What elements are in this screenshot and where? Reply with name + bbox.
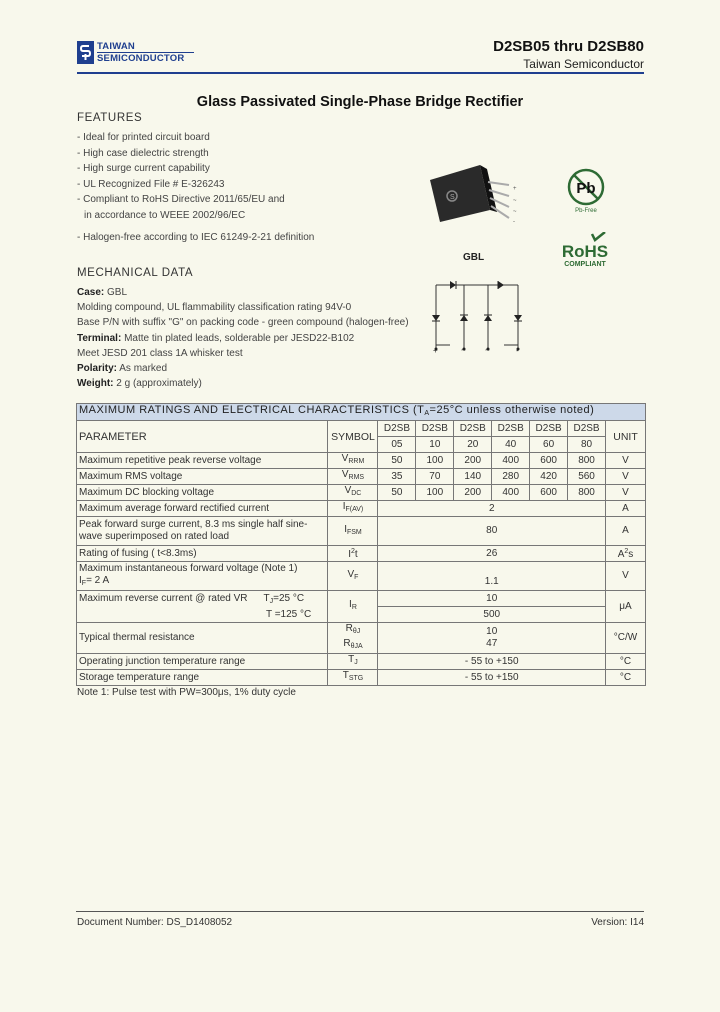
svg-text:-: - bbox=[513, 219, 515, 225]
col-header-parameter: PARAMETER bbox=[77, 421, 328, 453]
value-cell: 100 bbox=[416, 453, 454, 469]
col-header-part: D2SB bbox=[568, 421, 606, 437]
terminal-label: Terminal: bbox=[77, 332, 122, 344]
value-cell: 800 bbox=[568, 485, 606, 501]
table-row bbox=[77, 469, 646, 485]
symbol-cell: $V_{RRM}$ bbox=[328, 453, 378, 469]
param-cell: Maximum DC blocking voltage bbox=[77, 485, 328, 501]
col-header-part: D2SB bbox=[416, 421, 454, 437]
value-cell: 560 bbox=[568, 469, 606, 485]
unit-cell: °C/W bbox=[606, 623, 646, 654]
footer-rule bbox=[76, 911, 644, 912]
feature-item: - Ideal for printed circuit board bbox=[77, 132, 210, 143]
value-cell: 2 bbox=[378, 501, 606, 517]
unit-cell: °C bbox=[606, 670, 646, 686]
value-cell: 35 bbox=[378, 469, 416, 485]
logo-text-line2: SEMICONDUCTOR bbox=[97, 53, 185, 64]
rohs-text: RoHS bbox=[561, 242, 609, 261]
svg-text:~: ~ bbox=[513, 198, 517, 204]
table-title-row bbox=[77, 404, 646, 421]
symbol-cell: $I^2t$ bbox=[328, 546, 378, 562]
table-row bbox=[77, 485, 646, 501]
table-row bbox=[77, 501, 646, 517]
param-cell: Maximum RMS voltage bbox=[77, 469, 328, 485]
value-cell: 50 bbox=[378, 485, 416, 501]
feature-item: in accordance to WEEE 2002/96/EC bbox=[84, 209, 246, 221]
part-number-title: D2SB05 thru D2SB80 bbox=[493, 38, 644, 55]
weight-value: 2 g (approximately) bbox=[116, 378, 202, 390]
mech-line: Base P/N with suffix "G" on packing code - green compound (halogen-free) bbox=[77, 317, 409, 329]
features-heading: FEATURES bbox=[77, 112, 143, 124]
part-code: 10 bbox=[416, 437, 454, 453]
unit-cell: V bbox=[606, 469, 646, 485]
value-cell: 140 bbox=[454, 469, 492, 485]
part-code: 80 bbox=[568, 437, 606, 453]
unit-cell: V bbox=[606, 453, 646, 469]
value-cell: 10 47 bbox=[378, 623, 606, 654]
table-header-row bbox=[77, 421, 646, 437]
value-cell: 500 bbox=[378, 607, 606, 623]
logo-mark-icon bbox=[77, 41, 94, 64]
bridge-circuit-diagram bbox=[430, 275, 525, 357]
unit-cell: $A^2s$ bbox=[606, 546, 646, 562]
version: Version: I14 bbox=[591, 917, 644, 928]
value-cell: 200 bbox=[454, 453, 492, 469]
col-header-symbol: SYMBOL bbox=[328, 421, 378, 453]
feature-item: - Compliant to RoHS Directive 2011/65/EU and bbox=[77, 194, 285, 206]
ratings-table bbox=[76, 403, 646, 686]
value-cell: 1.1 bbox=[378, 562, 606, 591]
mechanical-data bbox=[77, 285, 409, 391]
param-cell: Maximum reverse current @ rated VR $T_J=25$ °C T =125 °C bbox=[77, 591, 328, 623]
value-cell: 100 bbox=[416, 485, 454, 501]
symbol-cell: $I_{FSM}$ bbox=[328, 517, 378, 546]
value-cell: 26 bbox=[378, 546, 606, 562]
col-header-part: D2SB bbox=[530, 421, 568, 437]
circuit-pin-label: ~ bbox=[485, 346, 490, 355]
unit-cell: °C bbox=[606, 654, 646, 670]
rohs-sub-text: COMPLIANT bbox=[564, 261, 606, 268]
table-row bbox=[77, 517, 646, 546]
logo-text-line1: TAIWAN bbox=[97, 41, 135, 52]
param-cell: Operating junction temperature range bbox=[77, 654, 328, 670]
company-logo bbox=[77, 41, 194, 64]
part-code: 20 bbox=[454, 437, 492, 453]
value-cell: 70 bbox=[416, 469, 454, 485]
table-row bbox=[77, 670, 646, 686]
document-number: Document Number: DS_D1408052 bbox=[77, 917, 233, 928]
part-code: 05 bbox=[378, 437, 416, 453]
table-row bbox=[77, 623, 646, 654]
value-cell: 10 bbox=[378, 591, 606, 607]
table-row bbox=[77, 562, 646, 591]
svg-text:S: S bbox=[450, 194, 455, 201]
manufacturer-name: Taiwan Semiconductor bbox=[523, 57, 644, 71]
table-row bbox=[77, 654, 646, 670]
value-cell: 400 bbox=[492, 453, 530, 469]
param-cell: Storage temperature range bbox=[77, 670, 328, 686]
part-code: 60 bbox=[530, 437, 568, 453]
symbol-cell: $T_{STG}$ bbox=[328, 670, 378, 686]
col-header-part: D2SB bbox=[492, 421, 530, 437]
circuit-pin-label: + bbox=[433, 346, 438, 355]
weight-label: Weight: bbox=[77, 378, 114, 390]
pb-text: Pb bbox=[576, 180, 596, 197]
case-label: Case: bbox=[77, 287, 105, 298]
mech-line: Meet JESD 201 class 1A whisker test bbox=[77, 347, 243, 359]
rohs-badge bbox=[559, 232, 615, 270]
package-image bbox=[425, 160, 525, 235]
col-header-unit: UNIT bbox=[606, 421, 646, 453]
package-label: GBL bbox=[463, 252, 485, 263]
param-cell: Typical thermal resistance bbox=[77, 623, 328, 654]
table-row bbox=[77, 453, 646, 469]
unit-cell: A bbox=[606, 517, 646, 546]
pb-sub-text: Pb-Free bbox=[575, 208, 597, 214]
col-header-part: D2SB bbox=[454, 421, 492, 437]
table-row bbox=[77, 591, 646, 607]
feature-item: - Halogen-free according to IEC 61249-2-21 definition bbox=[77, 231, 315, 243]
value-cell: 280 bbox=[492, 469, 530, 485]
value-cell: 420 bbox=[530, 469, 568, 485]
features-list bbox=[77, 130, 314, 245]
table-note: Note 1: Pulse test with PW=300μs, 1% duty cycle bbox=[77, 687, 296, 698]
circuit-pin-label: - bbox=[516, 346, 519, 355]
param-cell: Peak forward surge current, 8.3 ms single half sine- wave superimposed on rated load bbox=[77, 517, 328, 546]
polarity-label: Polarity: bbox=[77, 363, 118, 375]
symbol-cell: $V_F$ bbox=[328, 562, 378, 591]
unit-cell: μA bbox=[606, 591, 646, 623]
symbol-cell: $T_J$ bbox=[328, 654, 378, 670]
symbol-cell: $V_{DC}$ bbox=[328, 485, 378, 501]
symbol-cell: $I_{F(AV)}$ bbox=[328, 501, 378, 517]
value-cell: 600 bbox=[530, 485, 568, 501]
value-cell: 400 bbox=[492, 485, 530, 501]
case-value: GBL bbox=[107, 287, 128, 298]
mech-line: Molding compound, UL flammability classification rating 94V-0 bbox=[77, 302, 352, 314]
col-header-part: D2SB bbox=[378, 421, 416, 437]
value-cell: 50 bbox=[378, 453, 416, 469]
param-cell: Maximum repetitive peak reverse voltage bbox=[77, 453, 328, 469]
param-cell: Maximum instantaneous forward voltage (Note 1) $I_F= 2$ A bbox=[77, 562, 328, 591]
symbol-cell: $I_R$ bbox=[328, 591, 378, 623]
unit-cell: V bbox=[606, 562, 646, 591]
table-row bbox=[77, 546, 646, 562]
symbol-cell: $R_{\theta J}$ $R_{\theta JA}$ bbox=[328, 623, 378, 654]
unit-cell: V bbox=[606, 485, 646, 501]
param-cell: Rating of fusing ( t<8.3ms) bbox=[77, 546, 328, 562]
page-title: Glass Passivated Single-Phase Bridge Rectifier bbox=[196, 94, 524, 110]
value-cell: - 55 to +150 bbox=[378, 654, 606, 670]
unit-cell: A bbox=[606, 501, 646, 517]
value-cell: 600 bbox=[530, 453, 568, 469]
value-cell: 800 bbox=[568, 453, 606, 469]
symbol-cell: $V_{RMS}$ bbox=[328, 469, 378, 485]
mechanical-heading: MECHANICAL DATA bbox=[77, 267, 194, 279]
pb-free-badge bbox=[563, 167, 609, 215]
feature-item: - UL Recognized File # E-326243 bbox=[77, 178, 225, 190]
circuit-pin-label: ~ bbox=[461, 346, 466, 355]
feature-item: - High case dielectric strength bbox=[77, 147, 209, 159]
header-rule bbox=[77, 72, 644, 74]
terminal-value: Matte tin plated leads, solderable per JESD22-B102 bbox=[124, 332, 355, 344]
value-cell: - 55 to +150 bbox=[378, 670, 606, 686]
svg-text:+: + bbox=[513, 186, 517, 192]
value-cell: 200 bbox=[454, 485, 492, 501]
param-cell: Maximum average forward rectified current bbox=[77, 501, 328, 517]
feature-item: - High surge current capability bbox=[77, 163, 210, 175]
part-code: 40 bbox=[492, 437, 530, 453]
table-title: MAXIMUM RATINGS AND ELECTRICAL CHARACTERISTICS ($T_A=25^\circ C$ unless otherwise noted) bbox=[77, 404, 646, 421]
value-cell: 80 bbox=[378, 517, 606, 546]
polarity-value: As marked bbox=[119, 363, 168, 375]
svg-text:~: ~ bbox=[513, 209, 517, 215]
